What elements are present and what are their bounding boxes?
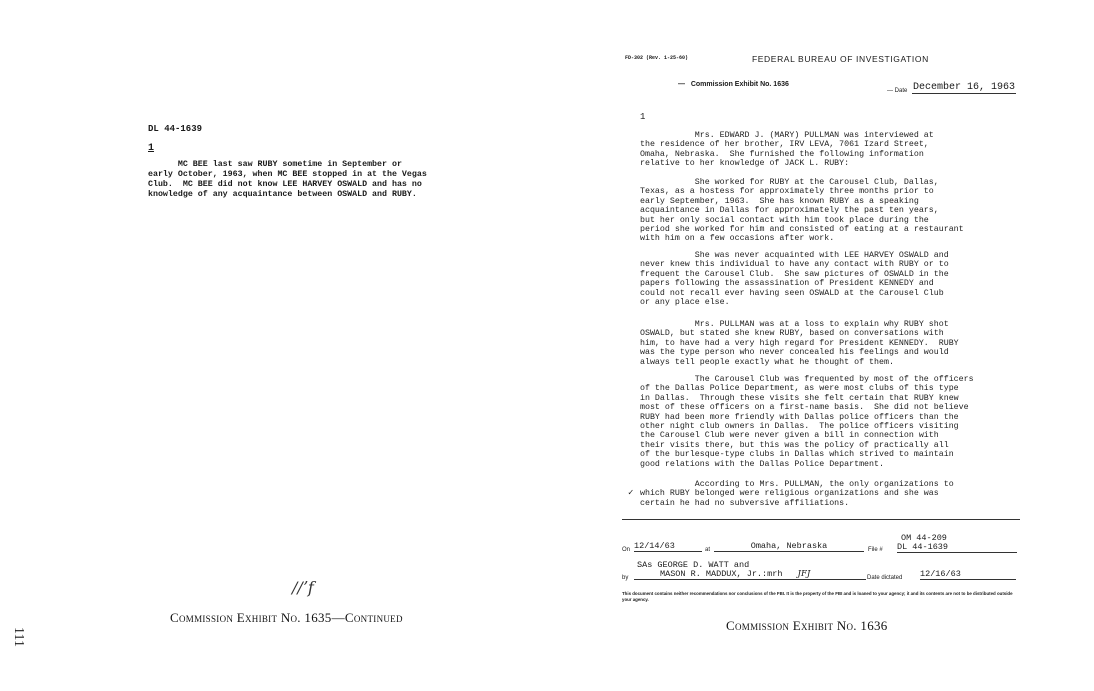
report-line: their visits there, but this was the policy of practically all	[640, 440, 949, 450]
report-line: OSWALD, but stated she knew RUBY, based on conversations with	[640, 329, 944, 339]
report-line: in Dallas. Through these visits she felt certain that RUBY knew	[640, 393, 959, 403]
report-line: was the type person who never concealed his feelings and would	[640, 348, 949, 358]
report-line: good relations with the Dallas Police Department.	[640, 459, 884, 469]
report-line: period she worked for him and consisted of eating at a restaurant	[640, 225, 964, 235]
report-line: but her only social contact with him took place during the	[640, 215, 929, 225]
date-value: December 16, 1963	[912, 82, 1016, 93]
report-line: him, to have had a very high regard for President KENNEDY. RUBY	[640, 338, 959, 348]
left-page-number: 1	[148, 143, 155, 154]
report-line: other night club owners in Dallas. The police officers visiting	[640, 422, 959, 432]
report-line: most of these officers on a first-name basis. She did not believe	[640, 403, 969, 413]
report-paragraph	[640, 131, 1024, 169]
left-exhibit-caption: Commission Exhibit No. 1635—Continued	[170, 610, 403, 625]
at-label: at	[705, 547, 711, 553]
exhibit-line-text: Commission Exhibit No. 1636	[690, 81, 789, 88]
report-line: of the burlesque-type clubs in Dallas which strived to maintain	[640, 450, 954, 460]
report-line: Mrs. PULLMAN was at a loss to explain why RUBY shot	[640, 320, 949, 329]
report-line: According to Mrs. PULLMAN, the only organizations to	[640, 480, 954, 489]
on-label: On	[622, 547, 631, 553]
at-value: Omaha, Nebraska	[714, 541, 864, 552]
report-paragraph	[640, 375, 1024, 469]
by-label: by	[622, 575, 629, 581]
check-mark-icon: ✓	[628, 488, 634, 498]
right-exhibit-caption: Commission Exhibit No. 1636	[726, 618, 888, 633]
divider-line	[622, 519, 1020, 520]
exhibit-line: — Commission Exhibit No. 1636	[678, 81, 789, 88]
report-line: She was never acquainted with LEE HARVEY OSWALD and	[640, 251, 949, 260]
report-line: of the Dallas Police Department, as were most clubs of this type	[640, 384, 959, 394]
report-line: Texas, as a hostess for approximately three months prior to	[640, 187, 934, 197]
report-line: relative to her knowledge of JACK L. RUBY:	[640, 159, 850, 169]
left-body-text	[148, 160, 483, 200]
left-file-header: DL 44-1639	[148, 124, 203, 134]
report-paragraph	[640, 320, 1024, 367]
report-paragraph	[640, 480, 1024, 508]
date-label: — Date	[887, 88, 908, 94]
report-line: could not recall ever having seen OSWALD at the Carousel Club	[640, 288, 944, 298]
report-line: the residence of her brother, IRV LEVA, 7061 Izard Street,	[640, 140, 929, 150]
report-line: The Carousel Club was frequented by most of the officers	[640, 375, 974, 384]
agent-initials: JFJ	[797, 569, 811, 579]
report-line: the Carousel Club were never given a bill in connection with	[640, 431, 939, 441]
file-label: File #	[868, 547, 883, 553]
file-value-1: OM 44-209	[901, 533, 947, 543]
left-body-line: Club. MC BEE did not know LEE HARVEY OSWALD and has no	[148, 180, 422, 189]
report-line: frequent the Carousel Club. She saw pictures of OSWALD in the	[640, 269, 949, 279]
left-body-line: early October, 1963, when MC BEE stopped in at the Vegas	[148, 170, 427, 179]
date-dictated-value: 12/16/63	[920, 569, 1016, 580]
date-label-text: Date	[894, 88, 908, 94]
form-code: FD-302 (Rev. 1-25-60)	[625, 55, 689, 61]
agents-line-2	[634, 569, 866, 580]
report-line: acquaintance in Dallas for approximately the past ten years,	[640, 206, 939, 216]
report-paragraph	[640, 251, 1024, 307]
report-line: certain he had no subversive affiliations.	[640, 498, 850, 508]
report-line: papers following the assassination of President KENNEDY and	[640, 279, 934, 289]
report-line: with him on a few occasions after work.	[640, 234, 835, 244]
side-page-number: 111	[11, 627, 26, 647]
report-line: early September, 1963. She has known RUBY as a speaking	[640, 196, 919, 206]
report-line: RUBY had been more friendly with Dallas police officers than the	[640, 412, 959, 422]
left-body-line: knowledge of any acquaintance between OSWALD and RUBY.	[148, 190, 417, 199]
report-line: Omaha, Nebraska. She furnished the following information	[640, 149, 924, 159]
report-paragraph	[640, 178, 1024, 244]
on-value: 12/14/63	[634, 541, 702, 552]
report-line: She worked for RUBY at the Carousel Club, Dallas,	[640, 178, 939, 187]
agents-line-2-text: MASON R. MADDUX, Jr.:mrh	[660, 569, 783, 579]
handwritten-mark: //ʼf	[292, 578, 314, 597]
agency-header: FEDERAL BUREAU OF INVESTIGATION	[752, 54, 929, 64]
report-line: or any place else.	[640, 298, 730, 308]
file-value-2: DL 44-1639	[897, 542, 1017, 553]
report-line: never knew this individual to have any contact with RUBY or to	[640, 260, 949, 270]
agents-line-1: SAs GEORGE D. WATT and	[637, 560, 750, 570]
date-dictated-label: Date dictated	[867, 575, 903, 581]
footnote: This document contains neither recommendations nor conclusions of the FBI. It is the property of the FBI and is loaned to your agency; it and its contents are not to be distributed outside your agency.	[622, 591, 1013, 602]
report-line: always tell people exactly what he thought of them.	[640, 357, 894, 367]
report-line: which RUBY belonged were religious organizations and she was	[640, 489, 939, 499]
right-page-number: 1	[640, 112, 646, 122]
left-body-line: MC BEE last saw RUBY sometime in September or	[148, 160, 402, 169]
report-line: Mrs. EDWARD J. (MARY) PULLMAN was interviewed at	[640, 131, 934, 140]
